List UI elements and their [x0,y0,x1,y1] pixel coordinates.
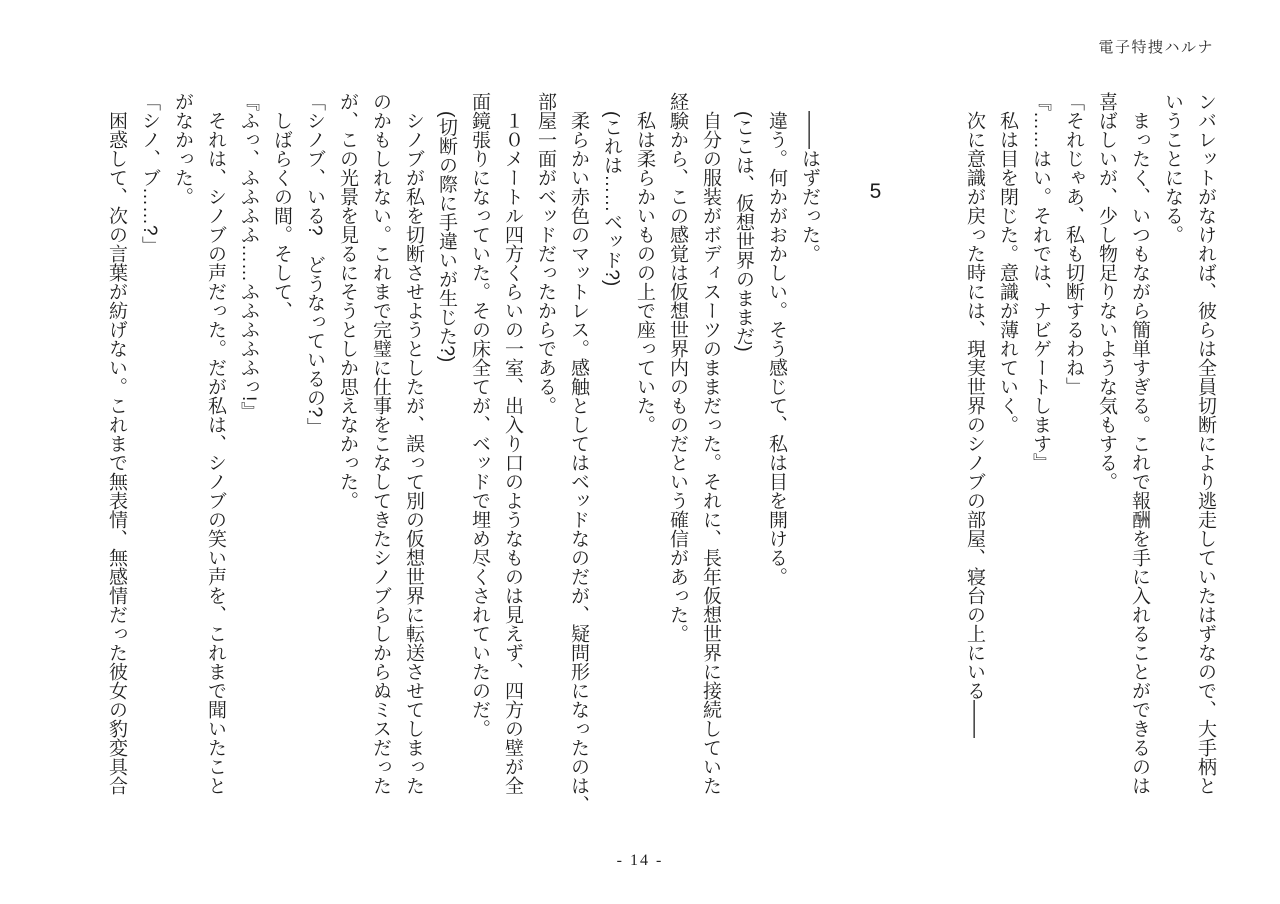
text-line: 喜ばしいが、少し物足りないような気もする。 [1096,92,1117,491]
text-line: が、この光景を見るにそうとしか思えなかった。 [337,92,358,510]
text-line: 面鏡張りになっていた。その床全てが、ベッドで埋め尽くされていたのだ。 [469,92,490,738]
blank-column [826,92,859,804]
text-line: １０メートル四方くらいの一室、出入り口のようなものは見えず、四方の壁が全 [502,111,523,795]
text-line: (ここは、仮想世界のままだ) [733,111,754,352]
text-line: 「シノブ、いる? どうなっているの?」 [304,92,325,437]
text-line: 私は柔らかいものの上で座っていた。 [634,111,655,434]
text-line: 困惑して、次の言葉が紡げない。これまで無表情、無感情だった彼女の豹変具合 [106,111,127,795]
blank-column [892,92,925,804]
text-line: 私は目を閉じた。意識が薄れていく。 [997,111,1018,434]
text-line: 柔らかい赤色のマットレス。感触としてはベッドなのだが、疑問形になったのは、 [568,111,589,814]
text-line: ――はずだった。 [799,111,820,263]
text-line: (切断の際に手違いが生じた?) [436,111,457,363]
text-line: 『ふっ、ふふふふ……ふふふふふっ!』 [238,92,259,421]
text-line: いうことになる。 [1162,92,1183,244]
text-line: 部屋一面がベッドだったからである。 [535,92,556,415]
text-line: まったく、いつもながら簡単すぎる。これで報酬を手に入れることができるのは [1129,111,1150,795]
page-number: - 14 - [616,852,664,869]
text-line: のかもしれない。これまで完璧に仕事をこなしてきたシノブらしからぬミスだった [370,92,391,795]
text-line: シノブが私を切断させようとしたが、誤って別の仮想世界に転送させてしまった [403,111,424,795]
blank-column [925,92,958,804]
text-line: 『……はい。それでは、ナビゲートします』 [1030,92,1051,472]
page-header-title: 電子特捜ハルナ [1098,39,1214,56]
text-line: がなかった。 [172,92,193,206]
text-line: 違う。何かがおかしい。そう感じて、私は目を開ける。 [766,111,787,586]
chapter-number: 5 [864,180,887,203]
text-line: 経験から、この感覚は仮想世界内のものだという確信があった。 [667,92,688,643]
text-line: しばらくの間。そして、 [271,111,292,320]
text-line: 次に意識が戻った時には、現実世界のシノブの部屋、寝台の上にいる―― [964,111,985,738]
text-line: ンバレットがなければ、彼らは全員切断により逃走していたはずなので、大手柄と [1195,92,1216,795]
text-line: 「シノ、ブ……?」 [139,92,160,255]
text-line: 「それじゃあ、私も切断するわね」 [1063,92,1084,396]
text-line: (これは……ベッド?) [601,111,622,287]
text-line: 自分の服装がボディスーツのままだった。それに、長年仮想世界に接続していた [700,111,721,795]
text-columns [100,92,1222,814]
text-line: それは、シノブの声だった。だが私は、シノブの笑い声を、これまで聞いたこと [205,111,226,795]
